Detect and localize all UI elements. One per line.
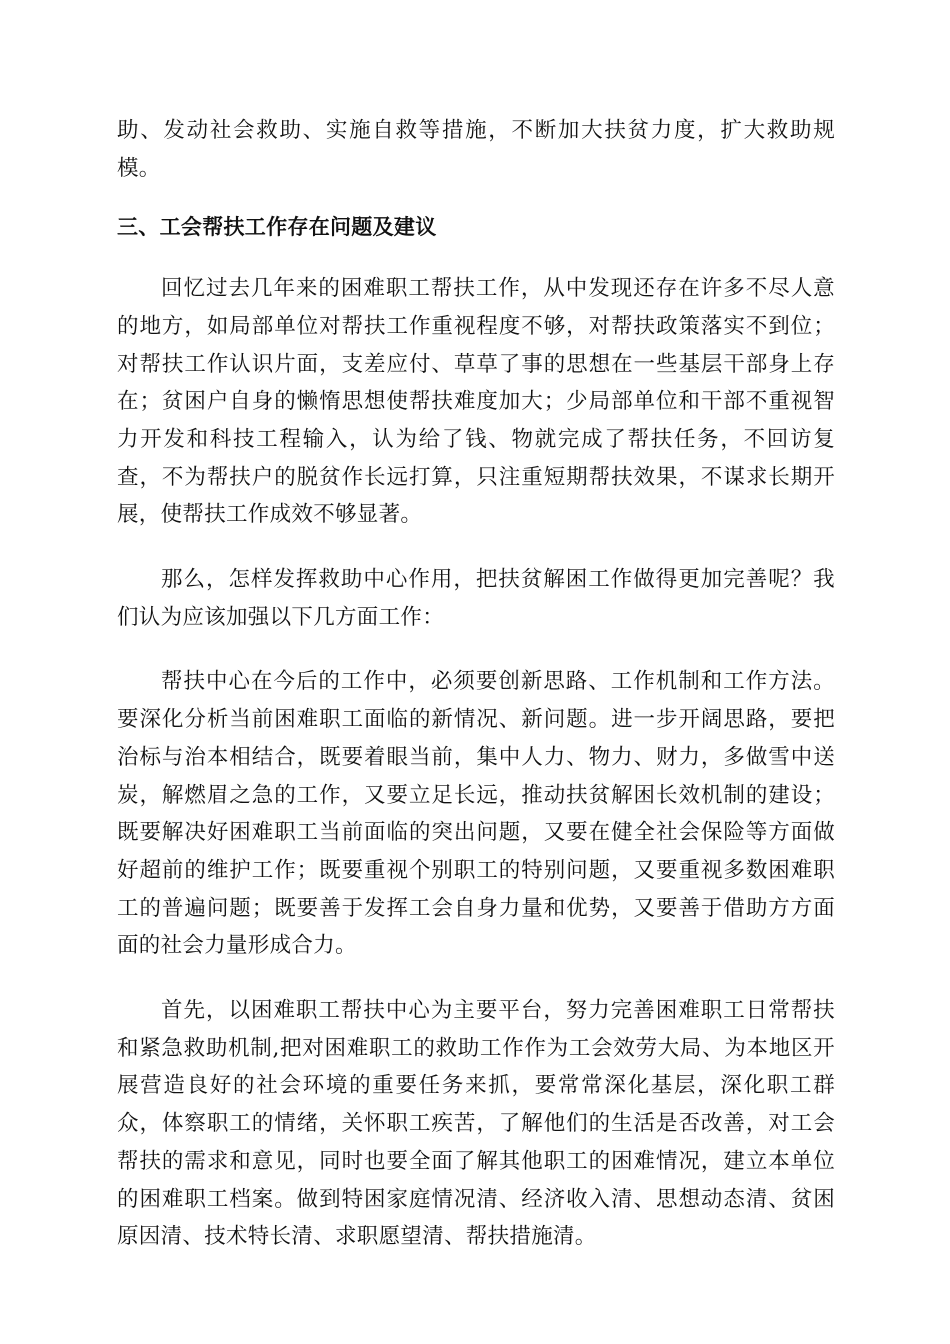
paragraph-question: 那么，怎样发挥救助中心作用，把扶贫解困工作做得更加完善呢？我们认为应该加强以下几方面工作： xyxy=(117,567,835,630)
section-heading: 三、工会帮扶工作存在问题及建议 xyxy=(117,215,437,240)
paragraph-work-methods: 帮扶中心在今后的工作中，必须要创新思路、工作机制和工作方法。要深化分析当前困难职工面临的新情况、新问题。进一步开阔思路，要把治标与治本相结合，既要着眼当前，集中人力、物力、财力，多做雪中送炭，解燃眉之急的工作，又要立足长远，推动扶贫解困长效机制的建设；既要解决好困难职工当前面临的突出问题，又要在健全社会保险等方面做好超前的维护工作；既要重视个别职工的特别问题，又要重视多数困难职工的普遍问题；既要善于发挥工会自身力量和优势，又要善于借助方方面面的社会力量形成合力。 xyxy=(117,669,835,959)
paragraph-first-measure: 首先，以困难职工帮扶中心为主要平台，努力完善困难职工日常帮扶和紧急救助机制,把对困难职工的救助工作作为工会效劳大局、为本地区开展营造良好的社会环境的重要任务来抓，要常常深化基层，深化职工群众，体察职工的情绪，关怀职工疾苦，了解他们的生活是否改善，对工会帮扶的需求和意见，同时也要全面了解其他职工的困难情况，建立本单位的困难职工档案。做到特困家庭情况清、经济收入清、思想动态清、贫困原因清、技术特长清、求职愿望清、帮扶措施清。 xyxy=(117,998,835,1250)
paragraph-problems: 回忆过去几年来的困难职工帮扶工作，从中发现还存在许多不尽人意的地方，如局部单位对帮扶工作重视程度不够，对帮扶政策落实不到位；对帮扶工作认识片面，支差应付、草草了事的思想在一些基层干部身上存在；贫困户自身的懒惰思想使帮扶难度加大；少局部单位和干部不重视智力开发和科技工程输入，认为给了钱、物就完成了帮扶任务，不回访复查，不为帮扶户的脱贫作长远打算，只注重短期帮扶效果，不谋求长期开展，使帮扶工作成效不够显著。 xyxy=(117,276,835,528)
paragraph-continuation: 助、发动社会救助、实施自救等措施，不断加大扶贫力度，扩大救助规模。 xyxy=(117,118,835,181)
document-page xyxy=(117,112,835,1256)
